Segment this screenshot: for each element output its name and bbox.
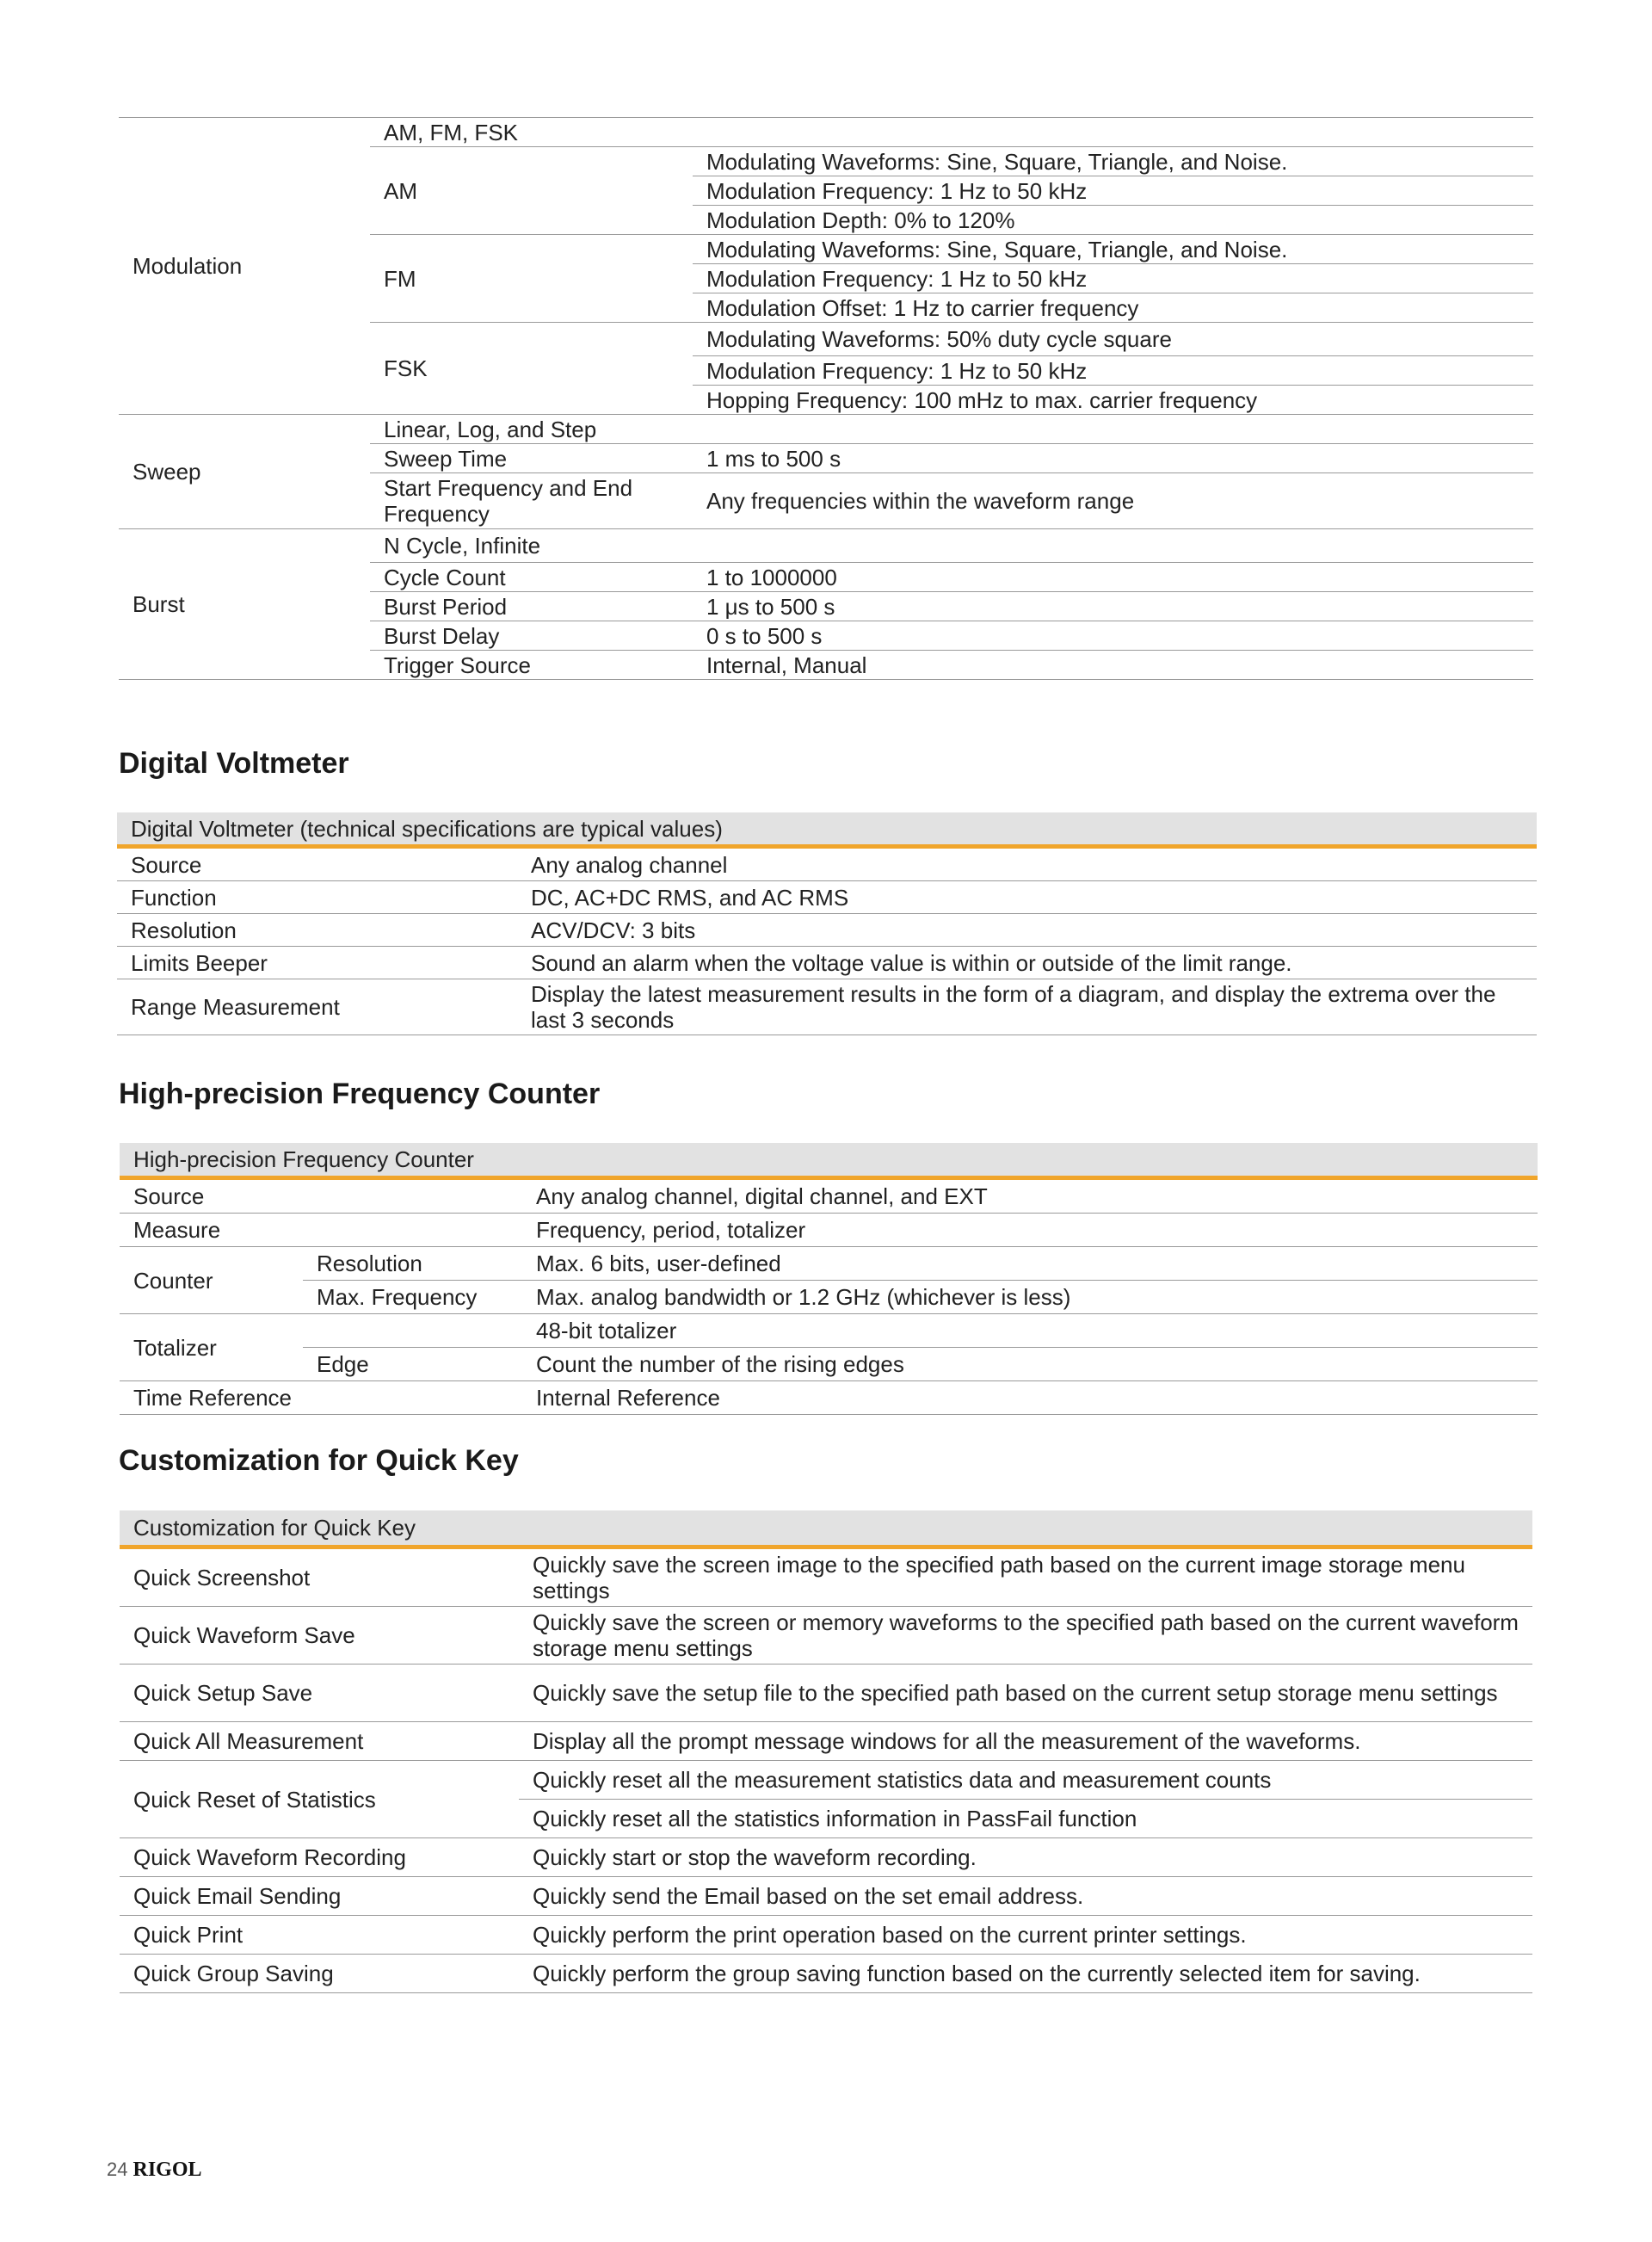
dvm-row-value: ACV/DCV: 3 bits [517,914,1537,947]
page-number: 24 [107,2159,128,2180]
fm-spec: Modulation Offset: 1 Hz to carrier frequency [693,293,1533,323]
fc-timeref-value: Internal Reference [522,1381,1538,1415]
ck-row-value: Quickly perform the group saving function based on the currently selected item for saving. [519,1955,1532,1993]
burst-row-label: Trigger Source [370,651,693,680]
ck-row-value: Display all the prompt message windows for all the measurement of the waveforms. [519,1722,1532,1761]
ck-row-label: Quick Print [120,1916,519,1955]
fc-counter-row-value: Max. analog bandwidth or 1.2 GHz (whichever is less) [522,1281,1538,1314]
section-title-quick-key: Customization for Quick Key [119,1444,519,1477]
dvm-table-header: Digital Voltmeter (technical specifications are typical values) [117,812,1537,847]
fc-totalizer-label: Totalizer [120,1314,303,1381]
fm-label: FM [370,235,693,323]
burst-label: Burst [119,529,370,680]
ck-row-value: Quickly save the screen image to the specified path based on the current image storage menu settings [519,1547,1532,1607]
fc-counter-label: Counter [120,1247,303,1314]
am-spec: Modulation Depth: 0% to 120% [693,206,1533,235]
dvm-row-label: Limits Beeper [117,947,517,979]
fc-measure-label: Measure [120,1214,522,1247]
section-title-freq-counter: High-precision Frequency Counter [119,1078,601,1110]
fsk-spec: Modulating Waveforms: 50% duty cycle square [693,323,1533,356]
fc-edge-value: Count the number of the rising edges [522,1348,1538,1381]
fc-totalizer-value: 48-bit totalizer [522,1314,1538,1348]
modulation-label: Modulation [119,118,370,415]
spec-table-modulation-sweep-burst [119,117,1533,680]
fsk-spec: Modulation Frequency: 1 Hz to 50 kHz [693,356,1533,386]
fc-source-value: Any analog channel, digital channel, and EXT [522,1178,1538,1214]
burst-row-value: Internal, Manual [693,651,1533,680]
dvm-row-label: Range Measurement [117,979,517,1035]
ck-row-value: Quickly send the Email based on the set email address. [519,1877,1532,1916]
burst-row-value: 0 s to 500 s [693,621,1533,651]
sweep-label: Sweep [119,415,370,529]
ck-row-value: Quickly save the setup file to the specified path based on the current setup storage menu settings [519,1665,1532,1722]
burst-row-label: Cycle Count [370,563,693,592]
ck-row-label: Quick Setup Save [120,1665,519,1722]
ck-row-value: Quickly perform the print operation based on the current printer settings. [519,1916,1532,1955]
dvm-row-label: Source [117,847,517,881]
page-footer [107,2159,202,2182]
ck-table-header: Customization for Quick Key [120,1510,1532,1547]
modulation-types: AM, FM, FSK [370,118,693,147]
fm-spec: Modulation Frequency: 1 Hz to 50 kHz [693,264,1533,293]
fc-counter-row-label: Max. Frequency [303,1281,522,1314]
am-label: AM [370,147,693,235]
fm-spec: Modulating Waveforms: Sine, Square, Triangle, and Noise. [693,235,1533,264]
ck-row-label: Quick Group Saving [120,1955,519,1993]
am-spec: Modulating Waveforms: Sine, Square, Triangle, and Noise. [693,147,1533,176]
am-spec: Modulation Frequency: 1 Hz to 50 kHz [693,176,1533,206]
sweep-freq-label: Start Frequency and End Frequency [370,473,693,529]
burst-row-label: Burst Delay [370,621,693,651]
fc-counter-row-value: Max. 6 bits, user-defined [522,1247,1538,1281]
section-title-dvm: Digital Voltmeter [119,747,349,780]
fc-counter-row-label: Resolution [303,1247,522,1281]
fc-source-label: Source [120,1178,522,1214]
ck-row-label: Quick All Measurement [120,1722,519,1761]
fsk-spec: Hopping Frequency: 100 mHz to max. carrier frequency [693,386,1533,415]
sweep-time-label: Sweep Time [370,444,693,473]
ck-row-value: Quickly save the screen or memory waveforms to the specified path based on the current waveform storage menu settings [519,1607,1532,1665]
burst-row-value: 1 μs to 500 s [693,592,1533,621]
freq-counter-table [120,1143,1538,1415]
sweep-time-value: 1 ms to 500 s [693,444,1533,473]
fsk-label: FSK [370,323,693,415]
fc-timeref-label: Time Reference [120,1381,522,1415]
ck-row-label: Quick Screenshot [120,1547,519,1607]
sweep-freq-value: Any frequencies within the waveform range [693,473,1533,529]
dvm-table [117,812,1537,1035]
dvm-row-value: Sound an alarm when the voltage value is within or outside of the limit range. [517,947,1537,979]
fc-measure-value: Frequency, period, totalizer [522,1214,1538,1247]
burst-row-label: Burst Period [370,592,693,621]
dvm-row-label: Resolution [117,914,517,947]
ck-reset-value: Quickly reset all the measurement statistics data and measurement counts [519,1761,1532,1800]
dvm-row-label: Function [117,881,517,914]
ck-row-label: Quick Waveform Recording [120,1838,519,1877]
dvm-row-value: Display the latest measurement results in the form of a diagram, and display the extrema over the last 3 seconds [517,979,1537,1035]
ck-row-value: Quickly start or stop the waveform recording. [519,1838,1532,1877]
dvm-row-value: DC, AC+DC RMS, and AC RMS [517,881,1537,914]
burst-types: N Cycle, Infinite [370,529,693,563]
sweep-types: Linear, Log, and Step [370,415,693,444]
fc-table-header: High-precision Frequency Counter [120,1143,1538,1178]
fc-edge-label: Edge [303,1348,522,1381]
quick-key-table [120,1510,1532,1993]
ck-row-label: Quick Email Sending [120,1877,519,1916]
brand-logo: RIGOL [133,2159,202,2181]
ck-reset-value: Quickly reset all the statistics information in PassFail function [519,1800,1532,1838]
ck-row-label: Quick Waveform Save [120,1607,519,1665]
dvm-row-value: Any analog channel [517,847,1537,881]
ck-reset-label: Quick Reset of Statistics [120,1761,519,1838]
burst-row-value: 1 to 1000000 [693,563,1533,592]
